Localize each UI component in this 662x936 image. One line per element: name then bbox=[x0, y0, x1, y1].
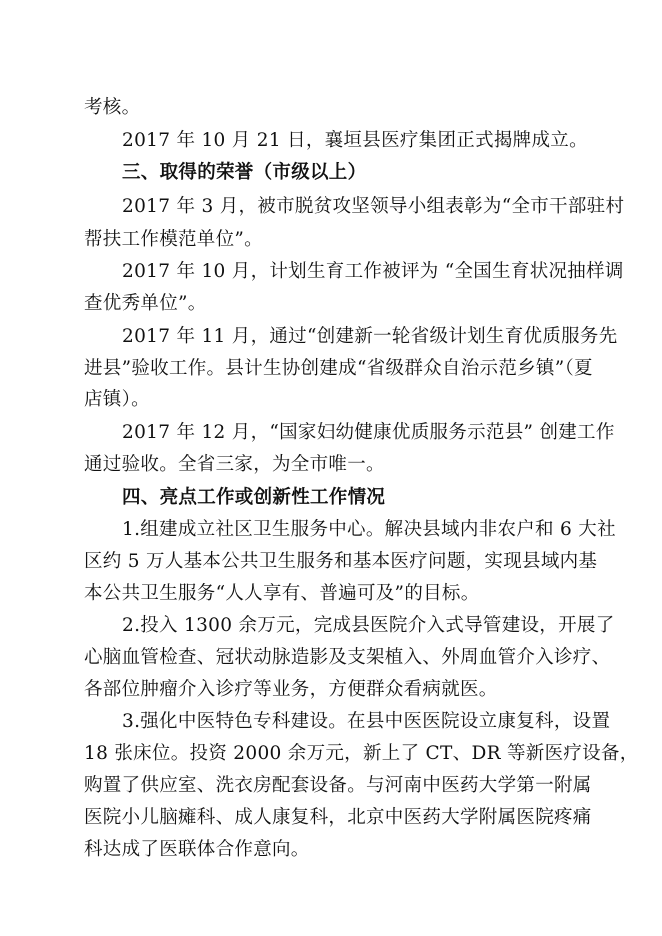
text-line: 进县”验收工作。县计生协创建成“省级群众自治示范乡镇”（夏 bbox=[84, 358, 593, 379]
text-line: 购置了供应室、洗衣房配套设备。与河南中医药大学第一附属 bbox=[84, 775, 592, 796]
text-line: 本公共卫生服务“人人享有、普遍可及”的目标。 bbox=[84, 583, 480, 604]
text-line: 店镇）。 bbox=[84, 389, 150, 410]
text-line: 2017 年 12 月，“国家妇幼健康优质服务示范县” 创建工作 bbox=[122, 422, 615, 443]
text-line: 心脑血管检查、冠状动脉造影及支架植入、外周血管介入诊疗、 bbox=[84, 647, 611, 668]
section-heading: 四、亮点工作或创新性工作情况 bbox=[122, 487, 386, 508]
text-line: 通过验收。全省三家，为全市唯一。 bbox=[84, 454, 385, 475]
text-line: 2017 年 11 月，通过“创建新一轮省级计划生育优质服务先 bbox=[122, 326, 618, 347]
text-line: 1.组建成立社区卫生服务中心。解决县域内非农户和 6 大社 bbox=[122, 519, 616, 540]
text-line: 18 张床位。投资 2000 余万元，新上了 CT、DR 等新医疗设备， bbox=[84, 743, 639, 764]
text-line: 帮扶工作模范单位”。 bbox=[84, 229, 263, 250]
text-line: 2017 年 3 月，被市脱贫攻坚领导小组表彰为“全市干部驻村 bbox=[122, 196, 625, 217]
text-line: 2.投入 1300 余万元，完成县医院介入式导管建设，开展了 bbox=[122, 615, 615, 636]
text-line: 考核。 bbox=[84, 97, 141, 118]
text-line: 查优秀单位”。 bbox=[84, 293, 207, 314]
text-line: 区约 5 万人基本公共卫生服务和基本医疗问题，实现县域内基 bbox=[84, 551, 598, 572]
text-line: 2017 年 10 月 21 日，襄垣县医疗集团正式揭牌成立。 bbox=[122, 130, 588, 151]
section-heading: 三、取得的荣誉（市级以上） bbox=[122, 162, 367, 183]
text-line: 科达成了医联体合作意向。 bbox=[84, 839, 310, 860]
text-line: 医院小儿脑瘫科、成人康复科，北京中医药大学附属医院疼痛 bbox=[84, 807, 592, 828]
text-line: 各部位肿瘤介入诊疗等业务，方便群众看病就医。 bbox=[84, 679, 498, 700]
text-line: 2017 年 10 月，计划生育工作被评为 “全国生育状况抽样调 bbox=[122, 261, 624, 282]
text-line: 3.强化中医特色专科建设。在县中医医院设立康复科，设置 bbox=[122, 711, 611, 732]
